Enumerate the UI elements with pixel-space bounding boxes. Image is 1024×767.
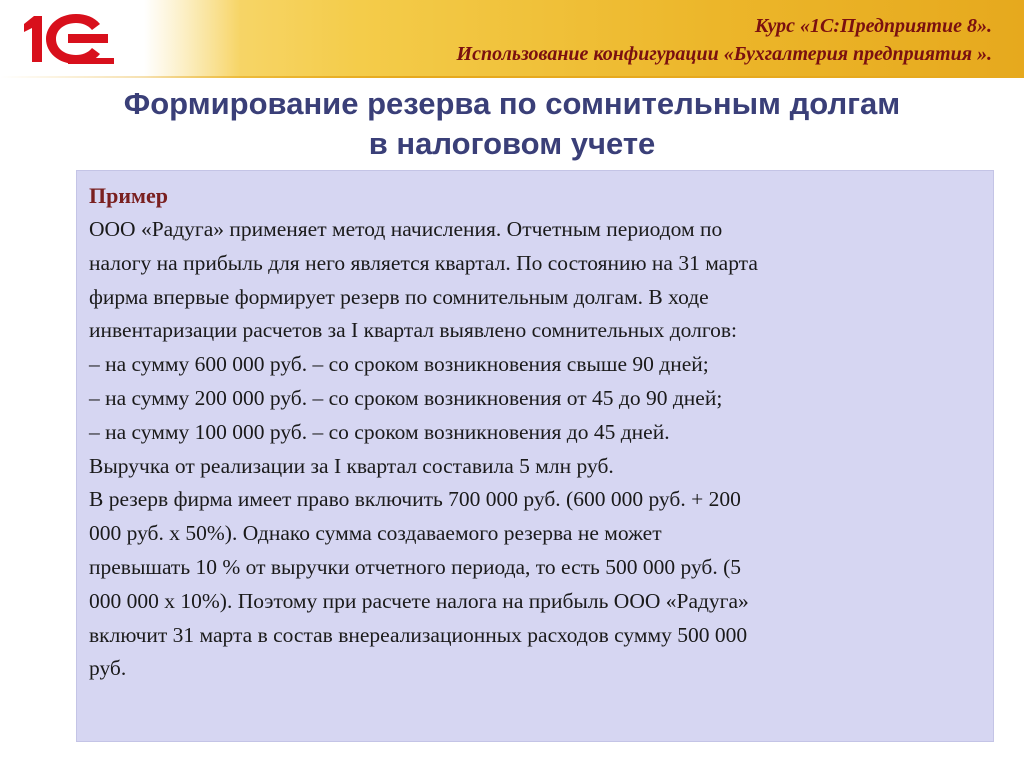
example-line: 000 000 х 10%). Поэтому при расчете налога на прибыль ООО «Радуга»: [89, 588, 749, 613]
example-line: – на сумму 200 000 руб. – со сроком возникновения от 45 до 90 дней;: [89, 385, 723, 410]
course-header: [232, 12, 992, 68]
example-line: включит 31 марта в состав внереализационных расходов сумму 500 000: [89, 622, 748, 647]
example-line: – на сумму 600 000 руб. – со сроком возникновения свыше 90 дней;: [89, 352, 709, 377]
example-text: [89, 213, 993, 686]
header-divider: [0, 76, 1024, 78]
example-line: Выручка от реализации за I квартал составила 5 млн руб.: [89, 453, 614, 478]
example-heading: Пример: [89, 183, 169, 208]
example-line: ООО «Радуга» применяет метод начисления. Отчетным периодом по: [89, 217, 723, 241]
example-line: налогу на прибыль для него является квартал. По состоянию на 31 марта: [89, 250, 758, 275]
configuration-title: Использование конфигурации «Бухгалтерия предприятия ».: [456, 43, 992, 65]
logo-1c: [10, 10, 120, 68]
slide-title: [20, 84, 1004, 164]
example-line: превышать 10 % от выручки отчетного периода, то есть 500 000 руб. (5: [89, 554, 742, 579]
example-line: В резерв фирма имеет право включить 700 000 руб. (600 000 руб. + 200: [89, 487, 741, 512]
example-line: руб.: [89, 656, 127, 681]
slide-title-line2: в налоговом учете: [368, 126, 656, 161]
example-line: 000 руб. х 50%). Однако сумма создаваемого резерва не может: [89, 521, 662, 546]
example-line: инвентаризации расчетов за I квартал выявлено сомнительных долгов:: [89, 318, 737, 343]
example-line: – на сумму 100 000 руб. – со сроком возникновения до 45 дней.: [89, 419, 670, 444]
course-title: Курс «1С:Предприятие 8».: [754, 15, 992, 37]
slide-title-line1: Формирование резерва по сомнительным долгам: [123, 86, 901, 121]
example-line: фирма впервые формирует резерв по сомнительным долгам. В ходе: [89, 284, 709, 309]
example-panel: [76, 170, 994, 742]
